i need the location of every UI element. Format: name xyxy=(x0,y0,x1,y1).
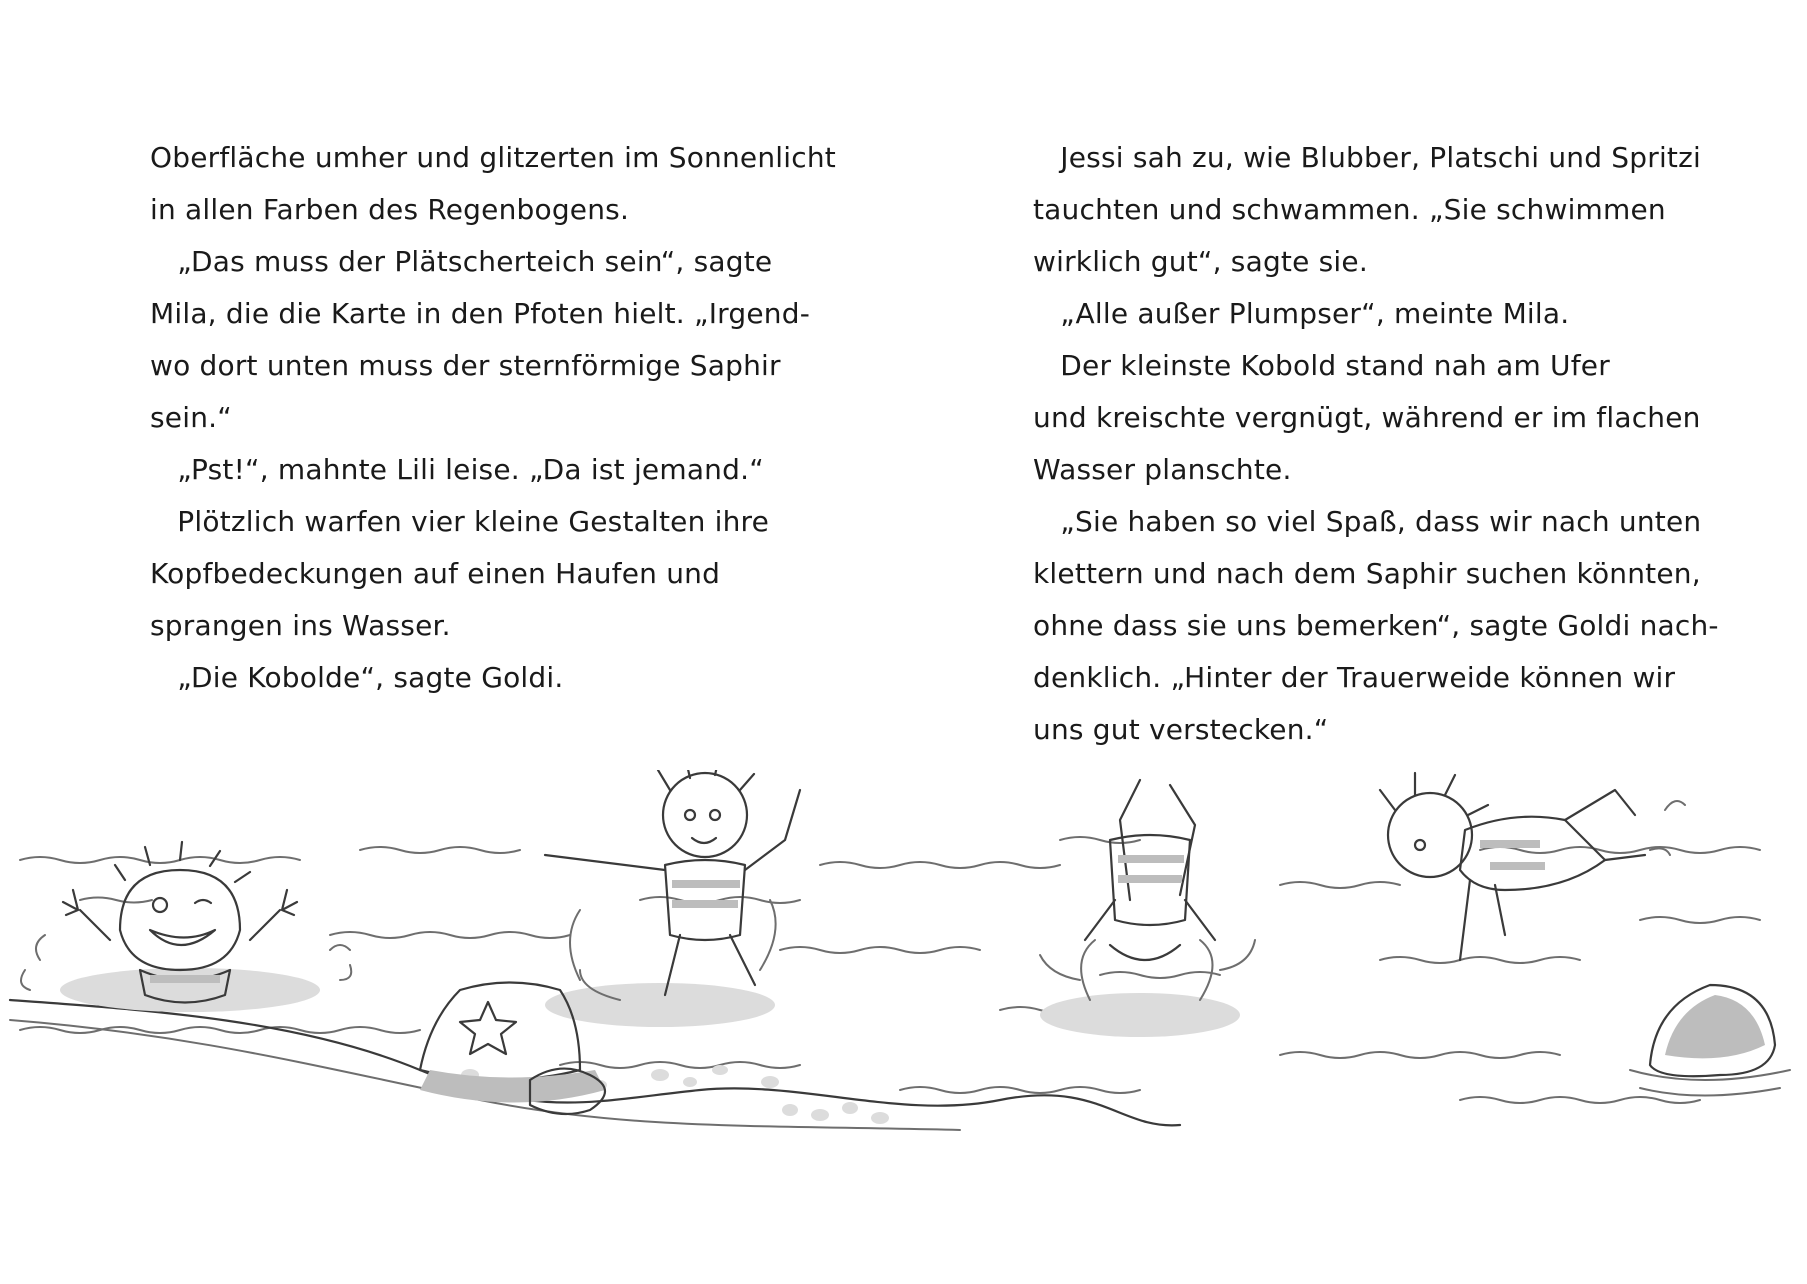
text-line: sein.“ xyxy=(150,401,232,434)
kobold-flying xyxy=(1380,773,1685,960)
text-line: Wasser planschte. xyxy=(1033,453,1292,486)
pencil-sketch-kobolds-splashing-in-pond-icon xyxy=(0,770,1807,1280)
text-line: Oberfläche umher und glitzerten im Sonnenlicht xyxy=(150,141,836,174)
kobold-laughing xyxy=(21,842,351,1012)
text-line: „Sie haben so viel Spaß, dass wir nach unten xyxy=(1033,505,1702,538)
water-ripples xyxy=(20,837,1760,1103)
text-line: wirklich gut“, sagte sie. xyxy=(1033,245,1368,278)
text-line: tauchten und schwammen. „Sie schwimmen xyxy=(1033,193,1666,226)
text-line: uns gut verstecken.“ xyxy=(1033,713,1329,746)
left-page-text xyxy=(150,132,836,704)
text-line: ohne dass sie uns bemerken“, sagte Goldi nach- xyxy=(1033,609,1719,642)
text-line: Jessi sah zu, wie Blubber, Platschi und Spritzi xyxy=(1033,141,1701,174)
text-line: Kopfbedeckungen auf einen Haufen und xyxy=(150,557,721,590)
text-line: „Die Kobolde“, sagte Goldi. xyxy=(150,661,564,694)
rock-in-water xyxy=(1630,985,1790,1096)
kobold-diving xyxy=(1040,780,1255,1037)
text-line: sprangen ins Wasser. xyxy=(150,609,451,642)
text-line: Mila, die die Karte in den Pfoten hielt. „Irgend- xyxy=(150,297,810,330)
text-line: Plötzlich warfen vier kleine Gestalten ihre xyxy=(150,505,770,538)
text-line: klettern und nach dem Saphir suchen könnten, xyxy=(1033,557,1701,590)
text-line: Der kleinste Kobold stand nah am Ufer xyxy=(1033,349,1610,382)
text-line: in allen Farben des Regenbogens. xyxy=(150,193,630,226)
pond-illustration xyxy=(0,770,1807,1280)
text-line: „Alle außer Plumpser“, meinte Mila. xyxy=(1033,297,1570,330)
text-line: „Das muss der Plätscherteich sein“, sagte xyxy=(150,245,773,278)
text-line: denklich. „Hinter der Trauerweide können wir xyxy=(1033,661,1676,694)
right-page-text xyxy=(1033,132,1719,756)
text-line: wo dort unten muss der sternförmige Saphir xyxy=(150,349,781,382)
text-line: „Pst!“, mahnte Lili leise. „Da ist jemand.“ xyxy=(150,453,764,486)
text-line: und kreischte vergnügt, während er im flachen xyxy=(1033,401,1701,434)
